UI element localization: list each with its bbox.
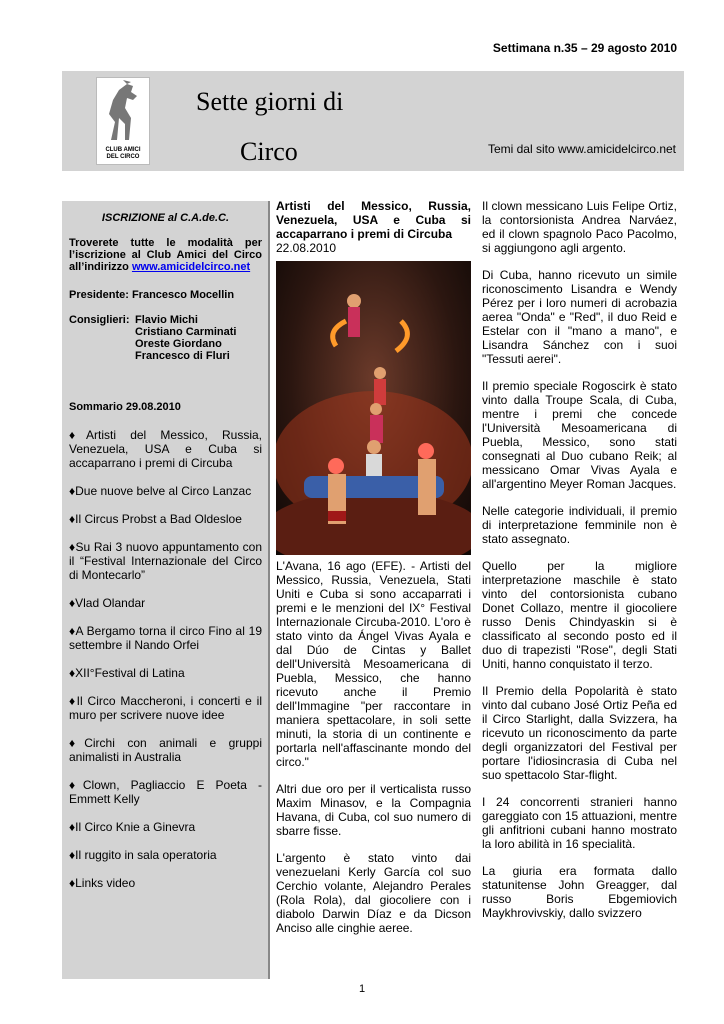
council-member: Francesco di Fluri (135, 350, 230, 362)
article-column-1 (276, 199, 471, 948)
title-line2: Circo (240, 137, 298, 166)
article-paragraph: I 24 concorrenti stranieri hanno gareggiato con 15 attuazioni, mentre gli anfitrioni cubani hanno mostrato la loro abilità in 16 specialità. (482, 795, 677, 851)
council-label: Consiglieri: (69, 314, 130, 326)
article-paragraph: L'argento è stato vinto dai venezuelani Kerly García col suo Cerchio volante, Alejandro Perales (Rola Rola), dal giocoliere con i diabolo Darwin Díaz e da Dicson Anciso alle cinghie aeree. (276, 851, 471, 935)
site-subtitle: Temi dal sito www.amicidelcirco.net (487, 142, 676, 156)
article-paragraph: Quello per la migliore interpretazione maschile è stato vinto del contorsionista cubano Donet Collazo, mentre il giocoliere russo Denis Chindyaskin si è classificato al secondo posto ed il duo di trapezisti "Rose", degli Stati Uniti, hanno conquistato il terzo. (482, 559, 677, 671)
summary-item[interactable]: ♦Links video (69, 876, 136, 890)
summary-item[interactable]: ♦Il Circus Probst a Bad Oldesloe (69, 512, 242, 526)
logo-text-line2: DEL CIRCO (106, 154, 140, 160)
article-paragraph: Di Cuba, hanno ricevuto un simile riconoscimento Lisandra e Wendy Pérez per i loro numeri di acrobazia aerea "Onda" e "Red", il duo Reid e Estelar con il "mano a mano", e Lisandra Sánchez con i suoi "Tessuti aerei". (482, 268, 677, 366)
summary-item[interactable]: ♦XII°Festival di Latina (69, 666, 185, 680)
title-line1: Sette giorni di (196, 87, 344, 116)
sidebar-heading: ISCRIZIONE al C.A.de.C. (101, 212, 230, 224)
summary-item[interactable]: ♦Vlad Olandar (69, 596, 146, 610)
article-title: Artisti del Messico, Russia, Venezuela, USA e Cuba si accaparrano i premi di Circuba (276, 199, 471, 241)
summary-item[interactable]: ♦A Bergamo torna il circo Fino al 19 settembre il Nando Orfei (69, 624, 262, 652)
article-paragraph: Il clown messicano Luis Felipe Ortiz, la contorsionista Andrea Narváez, ed il clown spagnolo Paco Pacolmo, si aggiungono agli argento. (482, 199, 677, 255)
council-list (135, 314, 236, 362)
article-paragraph: La giuria era formata dallo statunitense John Greagger, dal russo Boris Ebgemiovich Maykhrovivskiy, dallo svizzero (482, 864, 677, 920)
summary-item[interactable]: ♦Artisti del Messico, Russia, Venezuela, USA e Cuba si accaparrano i premi di Circuba (69, 428, 262, 470)
rearing-horse-icon (97, 78, 149, 148)
club-logo (96, 77, 150, 165)
article-paragraph: Il Premio della Popolarità è stato vinto dal cubano José Ortiz Peña ed il Circo Starlight, dalla Svizzera, ha ricevuto un riconoscimento da parte degli organizzatori del Festival per portare l'idiosincrasia di Cuba nel suo spettacolo Star-flight. (482, 684, 677, 782)
page-number: 1 (358, 983, 366, 995)
acrobat-tower-image (276, 261, 471, 555)
article-column-2 (482, 199, 677, 933)
council-member: Oreste Giordano (135, 338, 222, 350)
article-paragraph: L'Avana, 16 ago (EFE). - Artisti del Messico, Russia, Venezuela, Stati Uniti e Cuba si sono accaparrati i premi e le menzioni del IX° Festival Internazionale Circuba-2010. L'oro è stato vinto da Ángel Vivas Ayala e dal Dúo de Cintas y Ballet dell'Università Mesoamericana di Puebla, Messico, che hanno ricevuto anche il Premio dell'Immagine "per raccontare in maniera spettacolare, in soli sette minuti, la storia di un continente e portarla nell'affascinante mondo del circo." (276, 559, 471, 769)
summary-item[interactable]: ♦Circhi con animali e gruppi animalisti in Australia (69, 736, 262, 764)
summary-item[interactable]: ♦Due nuove belve al Circo Lanzac (69, 484, 252, 498)
sidebar (62, 201, 270, 979)
subscription-info (69, 237, 262, 273)
president: Presidente: Francesco Mocellin (69, 289, 235, 301)
summary-item[interactable]: ♦Il Circo Maccheroni, i concerti e il muro per scrivere nuove idee (69, 694, 262, 722)
council-member: Cristiano Carminati (135, 326, 237, 338)
summary-item[interactable]: ♦Clown, Pagliaccio E Poeta - Emmett Kelly (69, 778, 262, 806)
summary-item[interactable]: ♦Su Rai 3 nuovo appuntamento con il “Festival Internazionale del Circo di Montecarlo” (69, 540, 262, 582)
header-banner (62, 71, 684, 171)
acrobats-photo (276, 261, 471, 555)
article-date: 22.08.2010 (276, 241, 337, 255)
logo-text-line1: CLUB AMICI (105, 147, 141, 153)
summary-item[interactable]: ♦Il ruggito in sala operatoria (69, 848, 217, 862)
article-paragraph: Nelle categorie individuali, il premio di interpretazione femminile non è stato assegnato. (482, 504, 677, 546)
article-paragraph: Altri due oro per il verticalista russo Maxim Minasov, e la Compagnia Havana, di Cuba, col suo numero di sbarre fisse. (276, 782, 471, 838)
summary-title: Sommario 29.08.2010 (69, 401, 181, 413)
council-member: Flavio Michi (135, 314, 198, 326)
summary-item[interactable]: ♦Il Circo Knie a Ginevra (69, 820, 196, 834)
article-paragraph: Il premio speciale Rogoscirk è stato vinto dalla Troupe Scala, di Cuba, mentre i premi che concede l'Università Mesoamericana di Puebla, Messico, sono stati consegnati al Duo cubano Reik; al messicano Omar Vivas Ayala e all'argentino Meyer Roman Jacques. (482, 379, 677, 491)
subscription-text: Troverete tutte le modalità per l’iscrizione al Club Amici del Circo all’indirizzo (69, 237, 262, 273)
issue-date: Settimana n.35 – 29 agosto 2010 (492, 41, 677, 55)
site-link[interactable]: www.amicidelcirco.net (131, 261, 251, 273)
